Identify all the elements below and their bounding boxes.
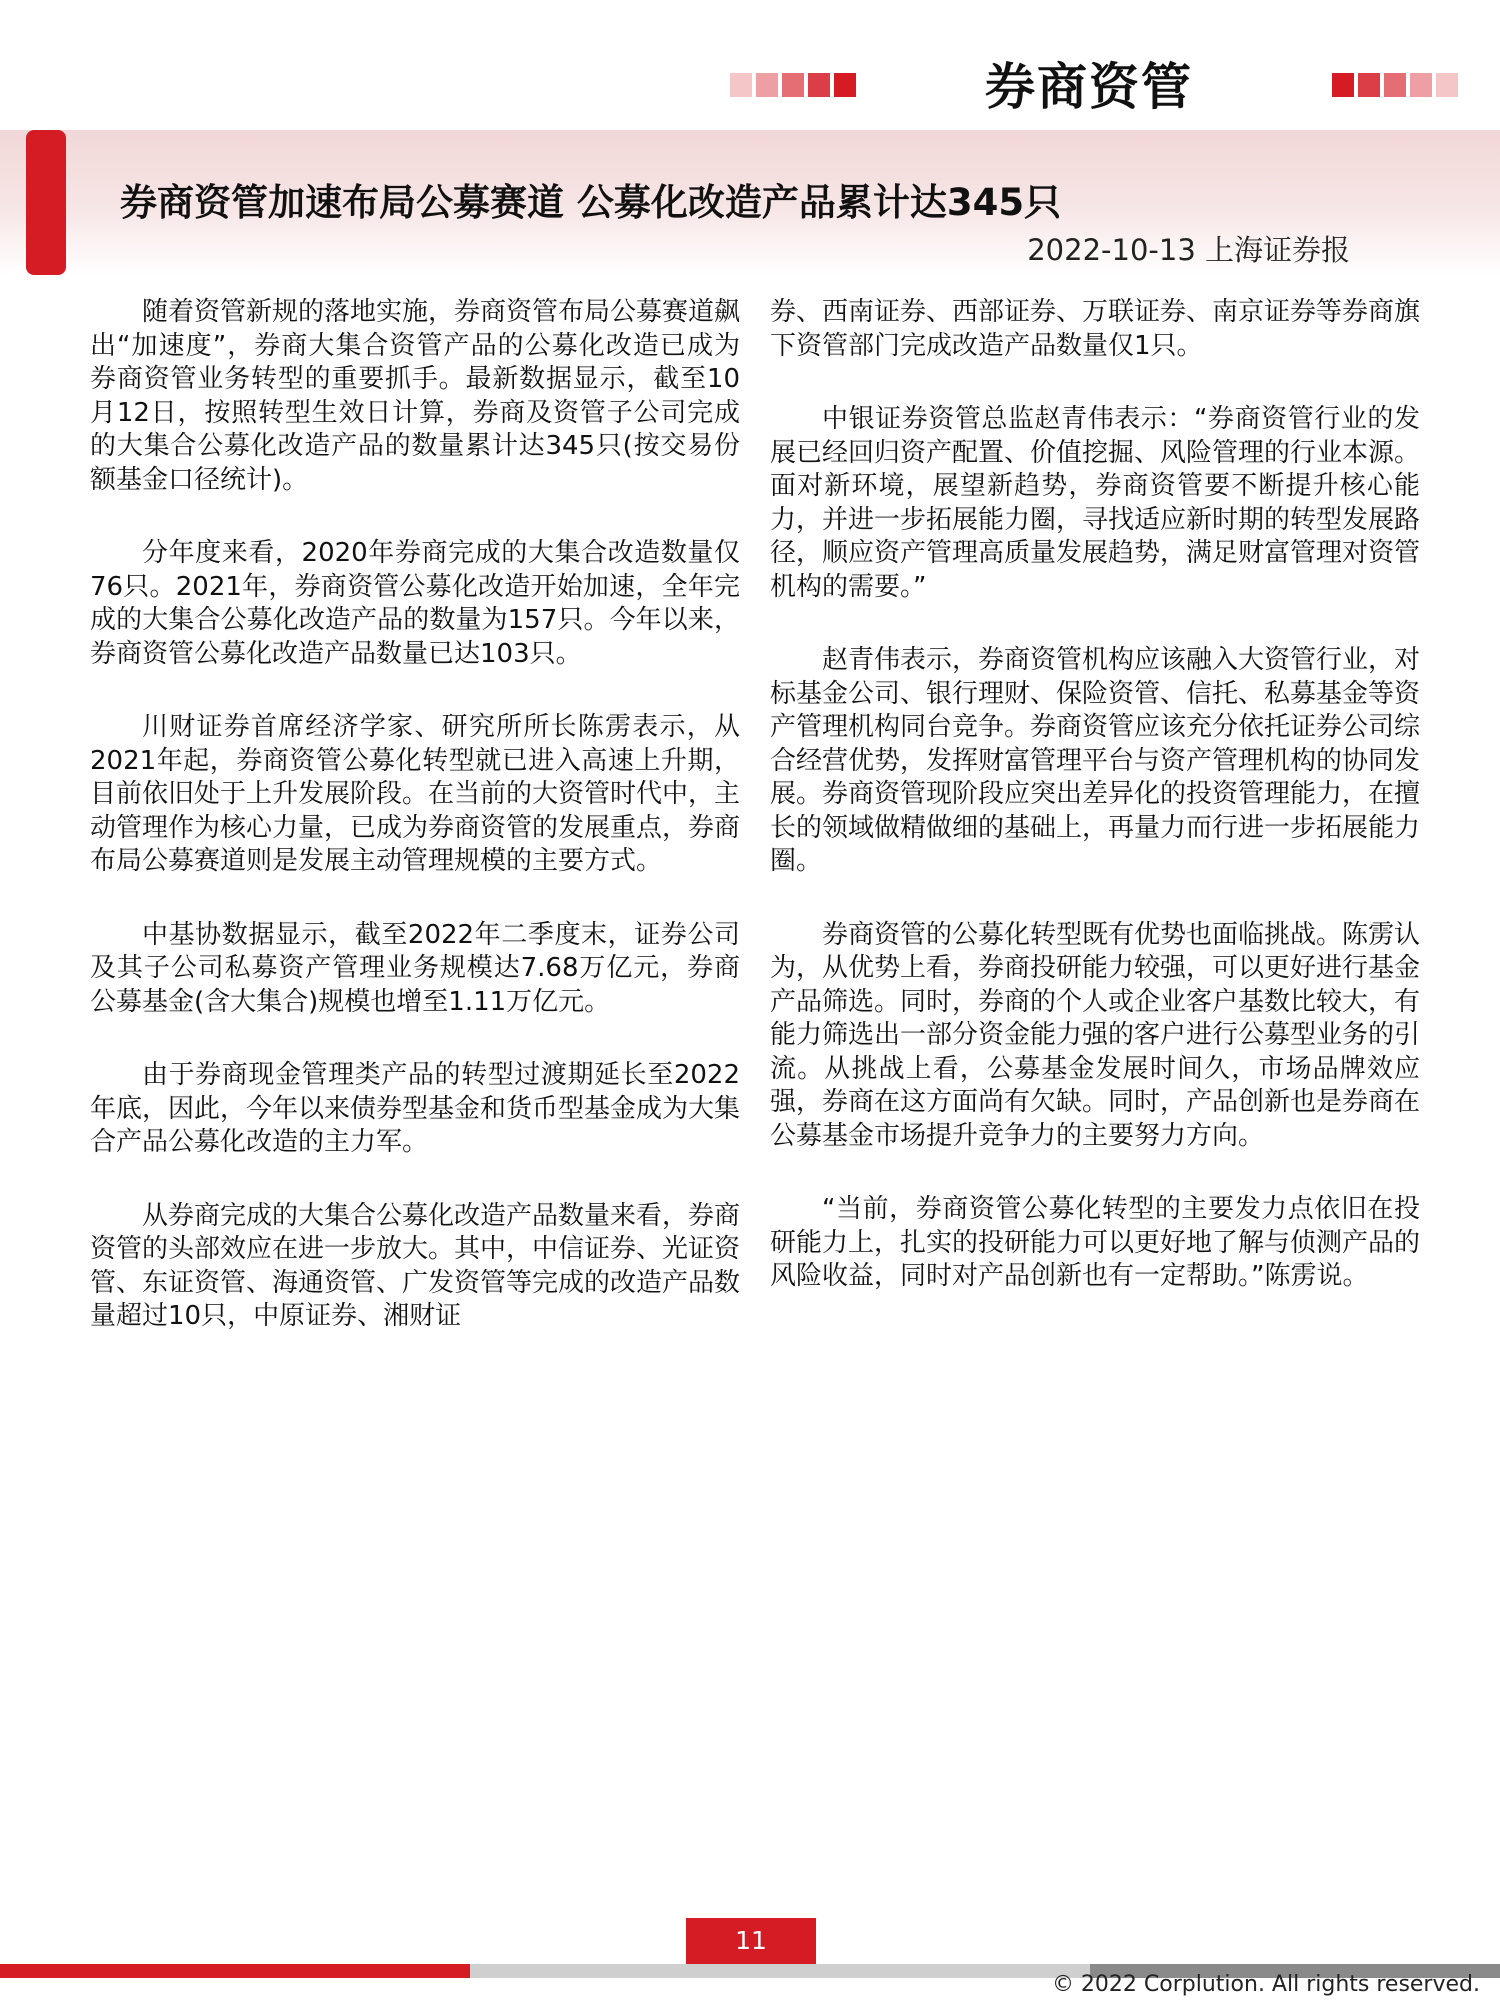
paragraph: 赵青伟表示，券商资管机构应该融入大资管行业，对标基金公司、银行理财、保险资管、信托、私募基金等资产管理机构同台竞争。券商资管应该充分依托证券公司综合经营优势，发挥财富管理平台与资产管理机构的协同发展。券商资管现阶段应突出差异化的投资管理能力，在擅长的领域做精做细的基础上，再量力而行进一步拓展能力圈。 — [770, 645, 1421, 876]
paragraph: “当前，券商资管公募化转型的主要发力点依旧在投研能力上，扎实的投研能力可以更好地了解与侦测产品的风险收益，同时对产品创新也有一定帮助。”陈雳说。 — [770, 1194, 1421, 1291]
header-accent-square-right-2 — [1358, 73, 1380, 97]
paragraph: 分年度来看，2020年券商完成的大集合改造数量仅76只。2021年，券商资管公募化改造开始加速，全年完成的大集合公募化改造产品的数量为157只。今年以来，券商资管公募化改造产品数量已达103只。 — [90, 538, 740, 669]
title-accent-bar — [26, 130, 66, 275]
header-accent-square-left-5 — [834, 73, 856, 97]
paragraph: 从券商完成的大集合公募化改造产品数量来看，券商资管的头部效应在进一步放大。其中，中信证券、光证资管、东证资管、海通资管、广发资管等完成的改造产品数量超过10只，中原证券、湘财证 — [90, 1200, 741, 1331]
header-accent-square-left-4 — [808, 73, 830, 97]
header-accent-square-left-2 — [756, 73, 778, 97]
header-accent-square-right-4 — [1410, 73, 1432, 97]
article-title: 券商资管加速布局公募赛道 公募化改造产品累计达345只 — [120, 181, 1062, 224]
paragraph: 中银证券资管总监赵青伟表示：“券商资管行业的发展已经回归资产配置、价值挖掘、风险管理的行业本源。面对新环境，展望新趋势，券商资管要不断提升核心能力，并进一步拓展能力圈，寻找适应新时期的转型发展路径，顺应资产管理高质量发展趋势，满足财富管理对资管机构的需要。” — [770, 404, 1421, 602]
paragraph: 由于券商现金管理类产品的转型过渡期延长至2022年底，因此，今年以来债券型基金和货币型基金成为大集合产品公募化改造的主力军。 — [90, 1060, 741, 1157]
right-column — [770, 296, 1420, 1334]
header-accent-square-right-5 — [1436, 73, 1458, 97]
paragraph: 券商资管的公募化转型既有优势也面临挑战。陈雳认为，从优势上看，券商投研能力较强，可以更好进行基金产品筛选。同时，券商的个人或企业客户基数比较大，有能力筛选出一部分资金能力强的客户进行公募型业务的引流。从挑战上看，公募基金发展时间久，市场品牌效应强，券商在这方面尚有欠缺。同时，产品创新也是券商在公募基金市场提升竞争力的主要努力方向。 — [770, 919, 1421, 1151]
header-accent-square-left-3 — [782, 73, 804, 97]
paragraph: 随着资管新规的落地实施，券商资管布局公募赛道飙出“加速度”，券商大集合资管产品的公募化改造已成为券商资管业务转型的重要抓手。最新数据显示，截至10月12日，按照转型生效日计算，券商及资管子公司完成的大集合公募化改造产品的数量累计达345只(按交易份额基金口径统计)。 — [90, 297, 741, 495]
footer-red-stripe — [0, 1964, 500, 1978]
header-accent-square-right-3 — [1384, 73, 1406, 97]
left-column — [90, 296, 740, 1374]
paragraph: 川财证券首席经济学家、研究所所长陈雳表示，从2021年起，券商资管公募化转型就已进入高速上升期，目前依旧处于上升发展阶段。在当前的大资管时代中，主动管理作为核心力量，已成为券商资管的发展重点，券商布局公募赛道则是发展主动管理规模的主要方式。 — [90, 712, 741, 876]
section-label: 券商资管 — [985, 58, 1193, 116]
paragraph-continuation: 券、西南证券、西部证券、万联证券、南京证券等券商旗下资管部门完成改造产品数量仅1只。 — [770, 297, 1421, 361]
page-number: 11 — [686, 1918, 816, 1964]
article-date-source: 2022-10-13 上海证券报 — [1027, 233, 1350, 267]
paragraph: 中基协数据显示，截至2022年二季度末，证券公司及其子公司私募资产管理业务规模达7.68万亿元，券商公募基金(含大集合)规模也增至1.11万亿元。 — [90, 919, 740, 1017]
copyright-notice: © 2022 Corplution. All rights reserved. — [1051, 1972, 1480, 1997]
header-accent-square-left-1 — [730, 73, 752, 97]
header-accent-square-right-1 — [1332, 73, 1354, 97]
